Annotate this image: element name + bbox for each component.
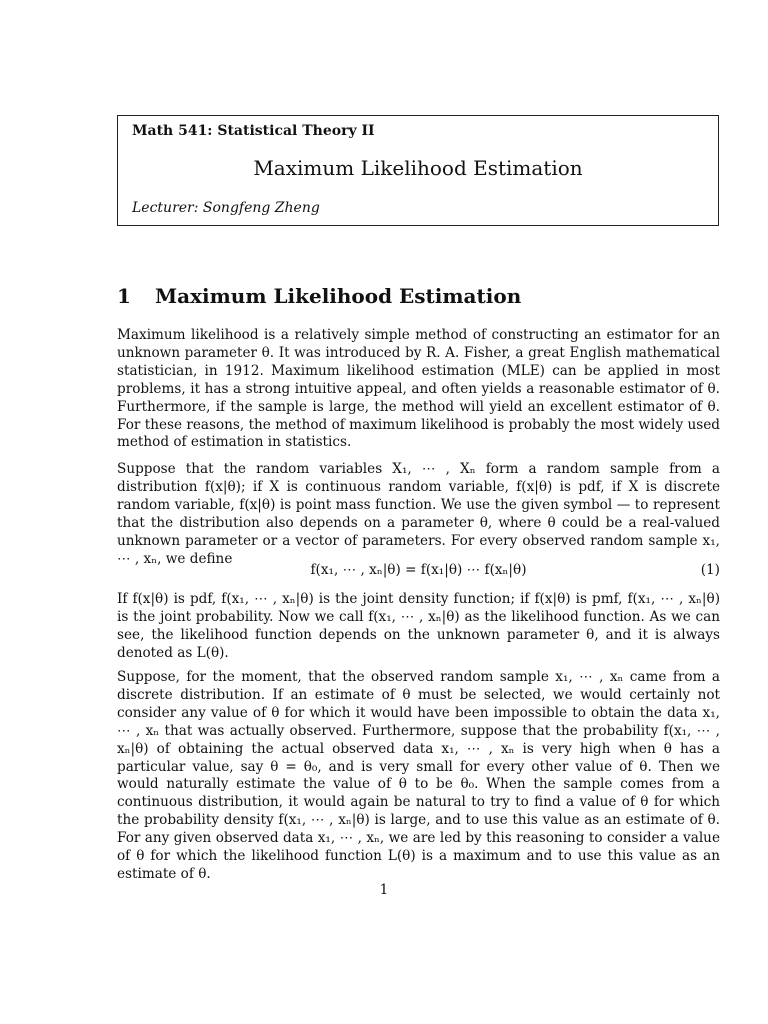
section-heading xyxy=(117,284,521,308)
paragraph-reasoning: Suppose, for the moment, that the observed random sample x₁, ⋯ , xₙ came from a discrete distribution. If an estimate of θ must be selected, we would certainly not consider any value of θ for which it would have been impossible to obtain the data x₁, ⋯ , xₙ that was actually observed. Furthermore, suppose that the probability f(x₁, ⋯ , xₙ|θ) of obtaining the actual observed data x₁, ⋯ , xₙ is very high when θ has a particular value, say θ = θ₀, and is very small for every other value of θ. Then we would naturally estimate the value of θ to be θ₀. When the sample comes from a continuous distribution, it would again be natural to try to find a value of θ for which the probability density f(x₁, ⋯ , xₙ|θ) is large, and to use this value as an estimate of θ. For any given observed data x₁, ⋯ , xₙ, we are led by this reasoning to consider a value of θ for which the likelihood function L(θ) is a maximum and to use this value as an estimate of θ. xyxy=(117,669,720,882)
page-number: 1 xyxy=(379,882,389,898)
header-box xyxy=(117,115,719,226)
paragraph-intro: Maximum likelihood is a relatively simple method of constructing an estimator for an unknown parameter θ. It was introduced by R. A. Fisher, a great English mathematical statistician, in 1912. Maximum likelihood estimation (MLE) can be applied in most problems, it has a strong intuitive appeal, and often yields a reasonable estimator of θ. Furthermore, if the sample is large, the method will yield an excellent estimator of θ. For these reasons, the method of maximum likelihood is probably the most widely used method of estimation in statistics. xyxy=(117,327,720,451)
document-title: Maximum Likelihood Estimation xyxy=(253,156,583,180)
paragraph-likelihood-function: If f(x|θ) is pdf, f(x₁, ⋯ , xₙ|θ) is the joint density function; if f(x|θ) is pmf, f(x₁, ⋯ , xₙ|θ) is the joint probability. Now we call f(x₁, ⋯ , xₙ|θ) as the likelihood function. As we can see, the likelihood function depends on the unknown parameter θ, and it is always denoted as L(θ). xyxy=(117,591,720,661)
course-title: Math 541: Statistical Theory II xyxy=(132,123,375,139)
equation-expression: f(x₁, ⋯ , xₙ|θ) = f(x₁|θ) ⋯ f(xₙ|θ) xyxy=(310,562,527,578)
equation-number: (1) xyxy=(700,562,720,578)
lecturer-name: Lecturer: Songfeng Zheng xyxy=(132,200,320,216)
section-number: 1 xyxy=(117,284,131,308)
paragraph-random-sample: Suppose that the random variables X₁, ⋯ , Xₙ form a random sample from a distribution f(x|θ); if X is continuous random variable, f(x|θ) is pdf, if X is discrete random variable, f(x|θ) is point mass function. We use the given symbol — to represent that the distribution also depends on a parameter θ, where θ could be a real-valued unknown parameter or a vector of parameters. For every observed random sample x₁, ⋯ , xₙ, we define xyxy=(117,461,720,567)
section-title: Maximum Likelihood Estimation xyxy=(155,284,522,308)
